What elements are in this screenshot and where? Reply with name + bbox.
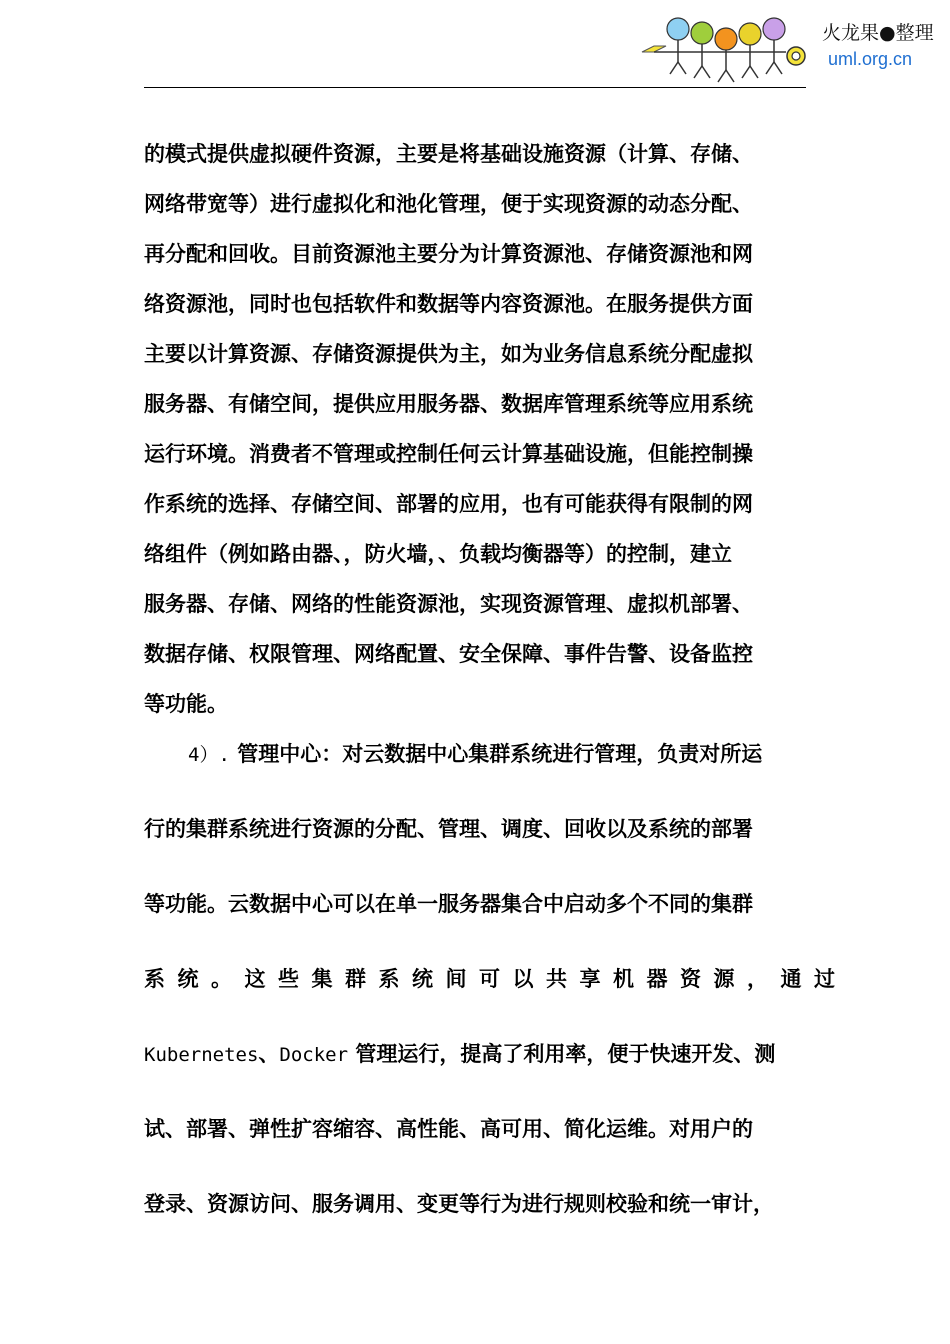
lead-text: 管理中心：对云数据中心集群系统进行管理，负责对所运 xyxy=(229,741,763,766)
text-line: 登录、资源访问、服务调用、变更等行为进行规则校验和统一审计， xyxy=(144,1191,774,1216)
text-line: 服务器、存储、网络的性能资源池，实现资源管理、虚拟机部署、 xyxy=(144,591,753,616)
text-line: 试、部署、弹性扩容缩容、高性能、高可用、简化运维。对用户的 xyxy=(144,1116,753,1141)
term-docker: Docker xyxy=(279,1044,349,1066)
text-line: 运行环境。消费者不管理或控制任何云计算基础设施，但能控制操 xyxy=(144,441,753,466)
text-line: 行的集群系统进行资源的分配、管理、调度、回收以及系统的部署 xyxy=(144,816,753,841)
list-number: 4）. xyxy=(188,744,230,766)
text-line: 络资源池，同时也包括软件和数据等内容资源池。在服务提供方面 xyxy=(144,291,753,316)
paragraph-2-lead xyxy=(144,729,806,779)
text-line xyxy=(144,729,806,779)
paragraph-1 xyxy=(144,129,806,729)
text-line: 网络带宽等）进行虚拟化和池化管理，便于实现资源的动态分配、 xyxy=(144,191,753,216)
text-line: 等功能。云数据中心可以在单一服务器集合中启动多个不同的集群 xyxy=(144,891,753,916)
brand-name: 火龙果●整理 xyxy=(822,22,934,44)
text-line: 等功能。 xyxy=(144,691,228,716)
text-line: 主要以计算资源、存储资源提供为主，如为业务信息系统分配虚拟 xyxy=(144,341,753,366)
text-line-justified: 系统。这些集群系统间可以共享机器资源，通过 xyxy=(144,966,848,991)
text-line: 再分配和回收。目前资源池主要分为计算资源池、存储资源池和网 xyxy=(144,241,753,266)
paragraph-2 xyxy=(144,791,848,1241)
brand-url: uml.org.cn xyxy=(828,49,913,69)
line-rest: 管理运行，提高了利用率，便于快速开发、测 xyxy=(348,1041,776,1066)
text-line: 的模式提供虚拟硬件资源，主要是将基础设施资源（计算、存储、 xyxy=(144,141,753,166)
header-divider xyxy=(144,87,806,88)
term-kubernetes: Kubernetes xyxy=(144,1044,259,1066)
text-line: 服务器、有储空间，提供应用服务器、数据库管理系统等应用系统 xyxy=(144,391,753,416)
separator: 、 xyxy=(258,1041,280,1066)
document-body xyxy=(144,129,848,1241)
text-line: 作系统的选择、存储空间、部署的应用，也有可能获得有限制的网 xyxy=(144,491,753,516)
text-line xyxy=(144,1016,806,1091)
brand-block xyxy=(822,18,946,70)
text-line: 数据存储、权限管理、网络配置、安全保障、事件告警、设备监控 xyxy=(144,641,753,666)
uml-logo-icon xyxy=(636,12,816,88)
text-line: 络组件（例如路由器、，防火墙，、负载均衡器等）的控制，建立 xyxy=(144,541,732,566)
